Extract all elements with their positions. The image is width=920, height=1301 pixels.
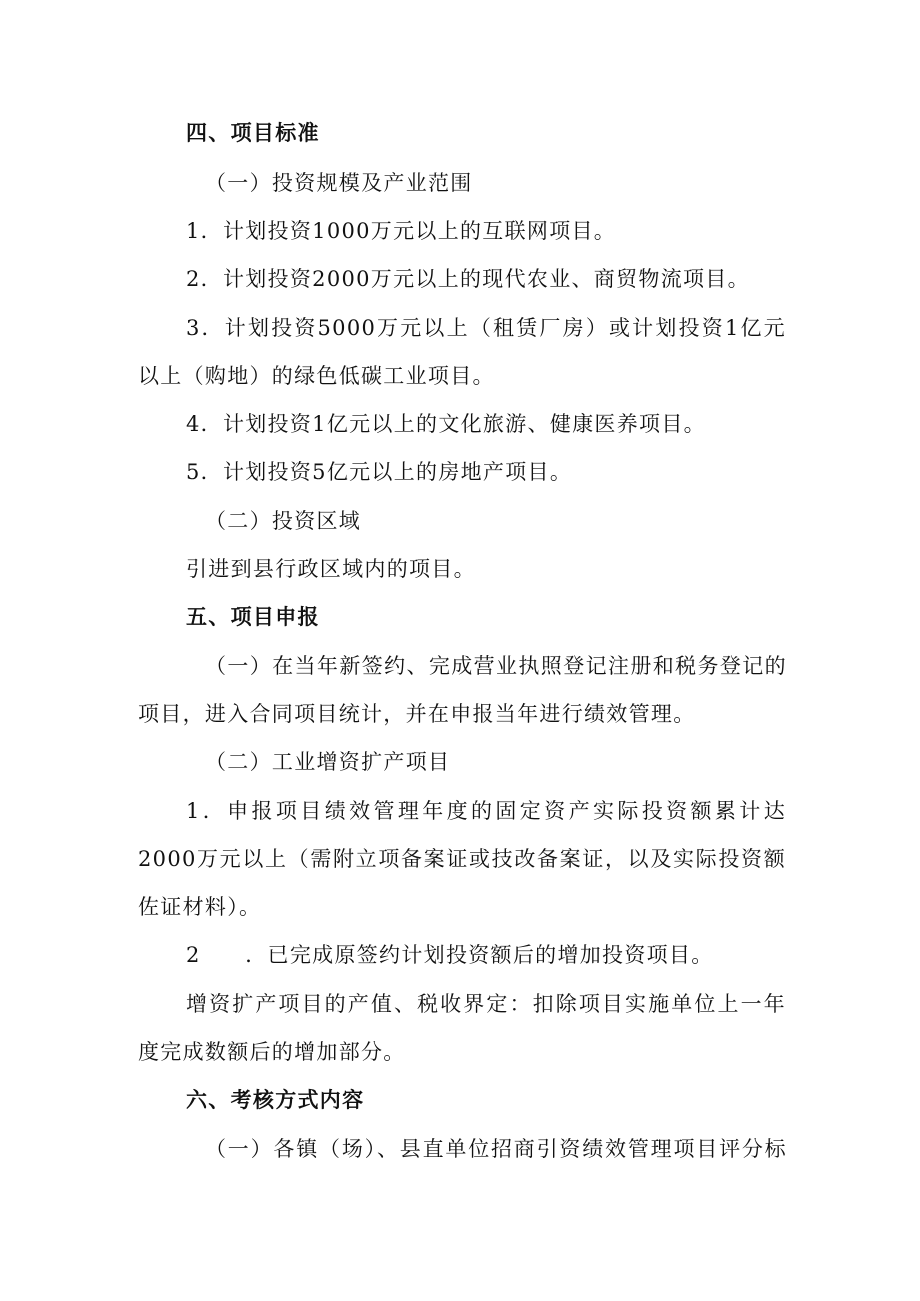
paragraph-report-1: （一）在当年新签约、完成营业执照登记注册和税务登记的 (205, 654, 787, 678)
paragraph-definition-cont: 度完成数额后的增加部分。 (138, 1040, 406, 1064)
industrial-item-1-cont: 2000万元以上（需附立项备案证或技改备案证，以及实际投资额 (138, 847, 786, 871)
subsection-2-title: （二）投资区域 (205, 509, 362, 533)
section-heading-6: 六、考核方式内容 (186, 1088, 365, 1112)
item-4: 4．计划投资1亿元以上的文化旅游、健康医养项目。 (186, 412, 706, 436)
paragraph-region: 引进到县行政区域内的项目。 (186, 557, 476, 581)
section-heading-5: 五、项目申报 (186, 605, 320, 629)
industrial-item-1: 1．申报项目绩效管理年度的固定资产实际投资额累计达 (186, 799, 786, 823)
item-3: 3．计划投资5000万元以上（租赁厂房）或计划投资1亿元 (186, 316, 786, 340)
paragraph-definition: 增资扩产项目的产值、税收界定：扣除项目实施单位上一年 (186, 992, 786, 1016)
paragraph-assessment: （一）各镇（场）、县直单位招商引资绩效管理项目评分标 (205, 1137, 787, 1161)
subsection-industrial-title: （二）工业增资扩产项目 (205, 750, 451, 774)
item-5: 5．计划投资5亿元以上的房地产项目。 (186, 460, 573, 484)
item-1: 1．计划投资1000万元以上的互联网项目。 (186, 219, 617, 243)
industrial-item-2: 2 ．已完成原签约计划投资额后的增加投资项目。 (186, 943, 714, 967)
subsection-1-title: （一）投资规模及产业范围 (205, 171, 473, 195)
item-2: 2．计划投资2000万元以上的现代农业、商贸物流项目。 (186, 267, 750, 291)
industrial-item-1-cont2: 佐证材料）。 (138, 895, 262, 919)
item-3-cont: 以上（购地）的绿色低碳工业项目。 (138, 364, 495, 388)
section-heading-4: 四、项目标准 (186, 121, 320, 145)
paragraph-report-1-cont: 项目，进入合同项目统计，并在申报当年进行绩效管理。 (138, 702, 696, 726)
